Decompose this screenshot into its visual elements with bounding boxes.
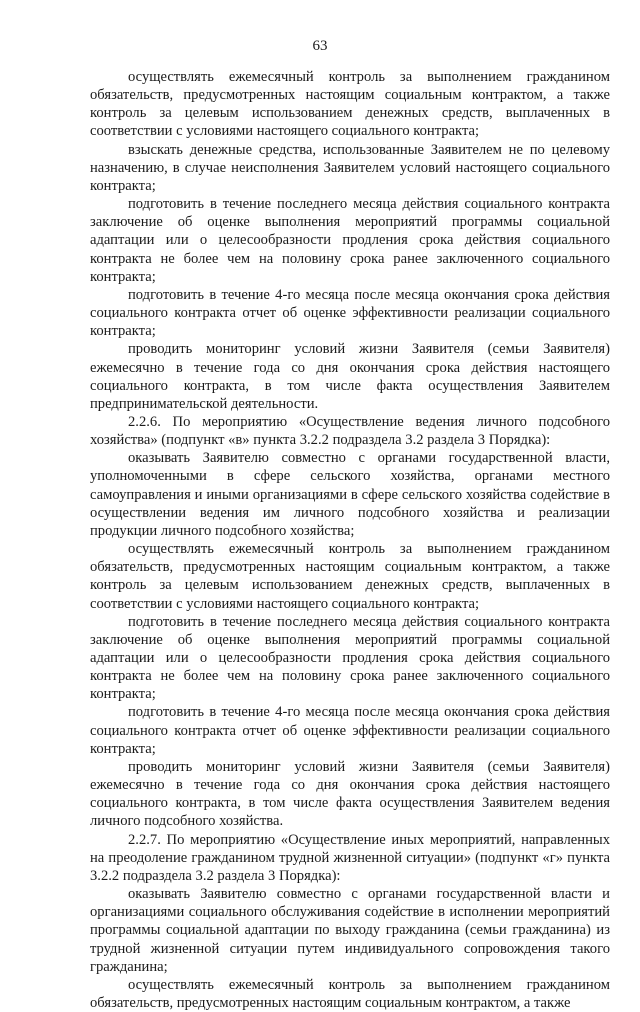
paragraph-7: оказывать Заявителю совместно с органами государственной власти, уполномоченными в сфере сельского хозяйства, органами местного самоуправления и иными организациями в сфере сельского хозяйства содействие в осуществлении ведения им личного подсобного хозяйства и реализации продукции личного подсобного хозяйства; bbox=[90, 450, 610, 539]
paragraph-9: подготовить в течение последнего месяца действия социального контракта заключение об оценке выполнения мероприятий программы социальной адаптации или о целесообразности продления срока действия социального контракта не более чем на половину срока ранее заключенного социального контракта; bbox=[90, 613, 610, 703]
page-number: 63 bbox=[312, 38, 328, 54]
paragraph-13: оказывать Заявителю совместно с органами государственной власти и организациями социального обслуживания содействие в исполнении мероприятий программы социальной адаптации по выходу гражданина (семьи гражданина) из трудной жизненной ситуации путем индивидуального сопровождения такого гражданина; bbox=[90, 886, 610, 975]
document-body bbox=[90, 68, 610, 1012]
paragraph-8: осуществлять ежемесячный контроль за выполнением гражданином обязательств, предусмотренных настоящим социальным контрактом, а также контроль за целевым использованием денежных средств, выплаченных в соответствии с условиями настоящего социального контракта; bbox=[90, 541, 610, 612]
paragraph-10: подготовить в течение 4-го месяца после месяца окончания срока действия социального контракта отчет об оценке эффективности реализации социального контракта; bbox=[90, 704, 610, 757]
paragraph-5: проводить мониторинг условий жизни Заявителя (семьи Заявителя) ежемесячно в течение года со дня окончания срока действия настоящего социального контракта, в том числе факта осуществления Заявителем предпринимательской деятельности. bbox=[90, 341, 610, 412]
section-2-2-7-heading: 2.2.7. По мероприятию «Осуществление иных мероприятий, направленных на преодоление гражданином трудной жизненной ситуации» (подпункт «г» пункта 3.2.2 подраздела 3.2 раздела 3 Порядка): bbox=[90, 831, 610, 884]
paragraph-1: осуществлять ежемесячный контроль за выполнением гражданином обязательств, предусмотренных настоящим социальным контрактом, а также контроль за целевым использованием денежных средств, выплаченных в соответствии с условиями настоящего социального контракта; bbox=[90, 69, 610, 140]
section-2-2-6-heading: 2.2.6. По мероприятию «Осуществление ведения личного подсобного хозяйства» (подпункт «в» пункта 3.2.2 подраздела 3.2 раздела 3 Порядка): bbox=[90, 413, 610, 449]
paragraph-14: осуществлять ежемесячный контроль за выполнением гражданином обязательств, предусмотренных настоящим социальным контрактом, а также bbox=[90, 976, 610, 1011]
paragraph-3: подготовить в течение последнего месяца действия социального контракта заключение об оценке выполнения мероприятий программы социальной адаптации или о целесообразности продления срока действия социального контракта не более чем на половину срока ранее заключенного социального контракта; bbox=[90, 196, 610, 285]
paragraph-4: подготовить в течение 4-го месяца после месяца окончания срока действия социального контракта отчет об оценке эффективности реализации социального контракта; bbox=[90, 286, 610, 340]
paragraph-11: проводить мониторинг условий жизни Заявителя (семьи Заявителя) ежемесячно в течение года со дня окончания срока действия настоящего социального контракта, в том числе факта осуществления Заявителем ведения личного подсобного хозяйства. bbox=[90, 758, 610, 830]
paragraph-2: взыскать денежные средства, использованные Заявителем не по целевому назначению, в случае неисполнения Заявителем условий настоящего социального контракта; bbox=[90, 141, 610, 194]
